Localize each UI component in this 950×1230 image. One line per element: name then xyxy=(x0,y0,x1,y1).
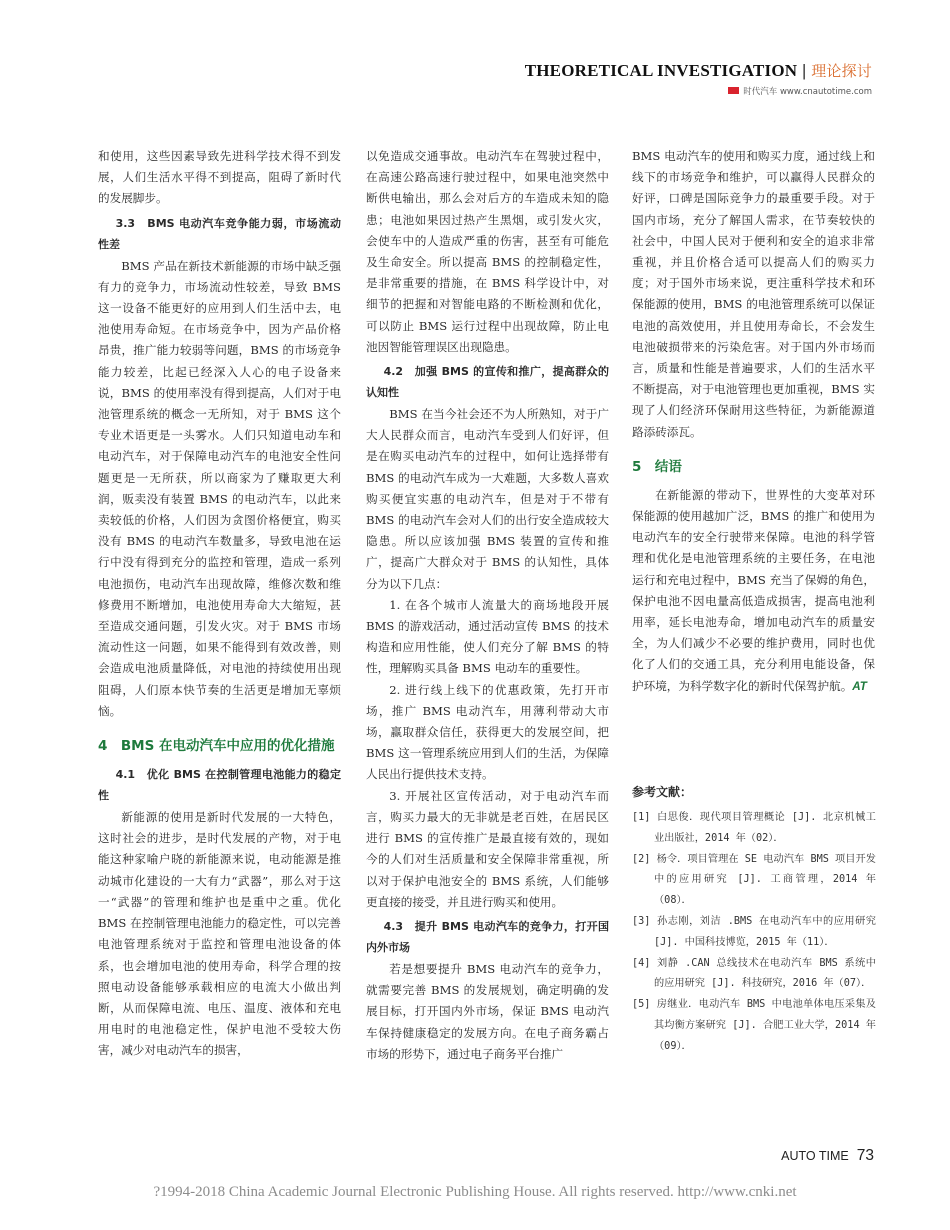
section-heading-3-3: 3.3 BMS 电动汽车竞争能力弱，市场流动性差 xyxy=(98,216,341,251)
paragraph: 新能源的使用是新时代发展的一大特色，这时社会的进步，是时代发展的产物，对于电能这种家喻户晓的新能源来说，电动能源是推动城市化建设的一大有力“武器”，那么对于这一“武器”的管理和维护也是重中之重。优化 BMS 在控制管理电池能力的稳定性，可以完善电池管理系统对于监控和管理电池设备的体系，也会增加电池的使用寿命，科学合理的按照电动设备能够承载相应的电流大小做出判断，从而保障电流、电压、温度、液体和充电用电时的电池稳定性，保护电池不受较大伤害，减少对电动汽车的损害， xyxy=(98,810,341,1058)
section-heading-4-1: 4.1 优化 BMS 在控制管理电池能力的稳定性 xyxy=(98,768,341,803)
reference-item: [5] 房继业．电动汽车 BMS 中电池单体电压采集及其均衡方案研究 [J]. 合肥工业大学，2014 年（09）． xyxy=(632,999,876,1052)
list-item: 3. 开展社区宣传活动，对于电动汽车而言，购买力最大的无非就是老百姓，在居民区进行 BMS 的宣传推广是最直接有效的，现如今的人们对生活质量和安全保障非常重视，所以对于保护电池安全的 BMS 系统，人们能够更直接的接受，并且进行购买和使用。 xyxy=(366,788,609,909)
running-header-subtitle xyxy=(728,85,872,97)
end-mark-logo: AT xyxy=(852,679,867,693)
references xyxy=(632,782,876,1058)
copyright-notice: ?1994-2018 China Academic Journal Electronic Publishing House. All rights reserved. http://www.cnki.net xyxy=(153,1184,797,1200)
text-column-2 xyxy=(366,146,609,1065)
page-footer xyxy=(781,1147,874,1165)
reference-item: [1] 白思俊．现代项目管理概论 [J]. 北京机械工业出版社，2014 年（02）． xyxy=(632,812,876,844)
running-header-title xyxy=(525,60,872,81)
header-title-cn: 理论探讨 xyxy=(811,62,872,80)
reference-item: [3] 孙志刚，刘洁 .BMS 在电动汽车中的应用研究 [J]. 中国科技博览，2015 年（11）． xyxy=(632,915,876,948)
section-heading-5: 5 结语 xyxy=(632,458,682,475)
page-number: 73 xyxy=(856,1147,874,1164)
header-subtitle-text: 时代汽车 www.cnautotime.com xyxy=(743,87,872,97)
header-title-en: THEORETICAL INVESTIGATION xyxy=(524,61,798,80)
reference-item: [4] 刘静 .CAN 总线技术在电动汽车 BMS 系统中的应用研究 [J]. 科技研究，2016 年（07）． xyxy=(632,957,876,990)
text-column-3 xyxy=(632,146,875,697)
paragraph xyxy=(632,485,875,697)
section-heading-4-3: 4.3 提升 BMS 电动汽车的竞争力，打开国内外市场 xyxy=(366,919,609,954)
paragraph: 以免造成交通事故。电动汽车在驾驶过程中，在高速公路高速行驶过程中，如果电池突然中断供电输出，那么会对后方的车造成未知的隐患；电池如果因过热产生黑烟，或引发火灾，会使车中的人造成严重的伤害，甚至有可能危及生命安全。所以提高 BMS 的控制稳定性，是非常重要的措施，在 BMS 科学设计中，对细节的把握和对智能电路的不断检测和优化，可以防止 BMS 运行过程中出现故障，防止电池因智能管理误区出现隐患。 xyxy=(366,149,609,354)
paragraph: BMS 产品在新技术新能源的市场中缺乏强有力的竞争力，市场流动性较差，导致 BMS 这一设备不能更好的应用到人们生活中去，电池使用寿命短。在市场竞争中，因为产品价格昂贵，推广能力较弱等问题，BMS 的市场竞争能力较差，比起已经深入人心的电子设备来说，BMS 的使用率没有得到提高，人们对于电池管理系统的概念一无所知，对于 BMS 这个专业术语更是一头雾水。人们只知道电动车和电动汽车，对于保障电动汽车的电池安全性问题更是一无所获，所以商家为了赚取更大利润，贩卖没有装置 BMS 的电动汽车，以此来卖较低的价格，人们因为贪图价格便宜，购买没有 BMS 的电动汽车数量多，导致电池在运行中没有得到充分的监控和管理，造成一系列电池损伤，电动汽车出现故障，维修次数和维修费用不断增加，电池使用寿命大大缩短，甚至造成交通问题，引发火灾。对于 BMS 市场流动性这一问题，如果不能得到有效改善，则会造成电池质量降低，对电池的持续使用出现阻碍，人们原本快节奏的生活更是增加无辜烦恼。 xyxy=(98,258,341,718)
section-heading-4-2: 4.2 加强 BMS 的宣传和推广，提高群众的认知性 xyxy=(366,365,609,400)
list-item: 1. 在各个城市人流量大的商场地段开展 BMS 的游戏活动，通过活动宣传 BMS 的技术构造和应用性能，使人们充分了解 BMS 的特性，理解购买具备 BMS 电动车的重要性。 xyxy=(366,597,609,676)
paragraph: 若是想要提升 BMS 电动汽车的竞争力，就需要完善 BMS 的发展规划，确定明确的发展目标，打开国内外市场，保证 BMS 电动汽车保持健康稳定的发展方向。在电子商务霸占市场的形势下，通过电子商务平台推广 xyxy=(366,961,609,1061)
paragraph: BMS 在当今社会还不为人所熟知，对于广大人民群众而言，电动汽车受到人们好评，但是在购买电动汽车的过程中，如何让选择带有 BMS 的电动汽车成为一大难题，大多数人喜欢购买便宜实惠的电动汽车，但是对于不带有 BMS 的电动汽车会对人们的出行安全造成较大隐患。所以应该加强 BMS 装置的宣传和推广，提高广大群众对于 BMS 的认知性，具体分为以下几点： xyxy=(366,407,609,591)
conclusion-text: 在新能源的带动下，世界性的大变革对环保能源的使用越加广泛，BMS 的推广和使用为电动汽车的安全行驶带来保障。电池的科学管理和优化是电池管理系统的主要任务，在电池运行和充电过程中，BMS 充当了保姆的角色，保护电池不因电量高低造成损害，提高电池利用率，延长电池寿命，增加电动汽车的质量安全，为人们减少不必要的维护费用，同时也优化了人们的交通工具，充分利用电能设备，保护环境，为科学数字化的新时代保驾护航。 xyxy=(632,487,875,693)
section-heading-4: 4 BMS 在电动汽车中应用的优化措施 xyxy=(98,738,335,755)
reference-item: [2] 杨令．项目管理在 SE 电动汽车 BMS 项目开发中的应用研究 [J]. 工商管理，2014 年（08）． xyxy=(632,853,876,907)
list-item: 2. 进行线上线下的优惠政策，先打开市场，推广 BMS 电动汽车，用薄利带动大市场，赢取群众信任，获得更大的发展空间，把 BMS 这一管理系统应用到人们的生活，为保障人民出行提供技术支持。 xyxy=(366,682,609,782)
references-title: 参考文献： xyxy=(632,785,693,799)
text-column-1 xyxy=(98,146,341,1062)
footer-magazine: AUTO TIME xyxy=(781,1149,849,1163)
header-separator: | xyxy=(802,61,807,80)
mail-icon xyxy=(728,87,739,94)
paragraph: 和使用，这些因素导致先进科学技术得不到发展，人们生活水平得不到提高，阻碍了新时代的发展脚步。 xyxy=(98,149,341,206)
paragraph: BMS 电动汽车的使用和购买力度，通过线上和线下的市场竞争和维护，可以赢得人民群众的好评，口碑是国际竞争力的最重要手段。对于国内市场，充分了解国人需求，在节奏较快的社会中，中国人民对于便利和安全的追求非常重视，并且价格合适可以提高人们的购买力度；对于国外市场来说，更注重科学技术和环保能源的使用，BMS 的电池管理系统可以保证电池的高效使用，并且使用寿命长，不会发生电池破损带来的污染危害。对于国内外市场而言，质量和性能是普遍要求，人们的生活水平不断提高，对于电池管理也更加重视，BMS 实现了人们经济环保耐用这些特征，为新能源道路添砖添瓦。 xyxy=(632,149,875,439)
